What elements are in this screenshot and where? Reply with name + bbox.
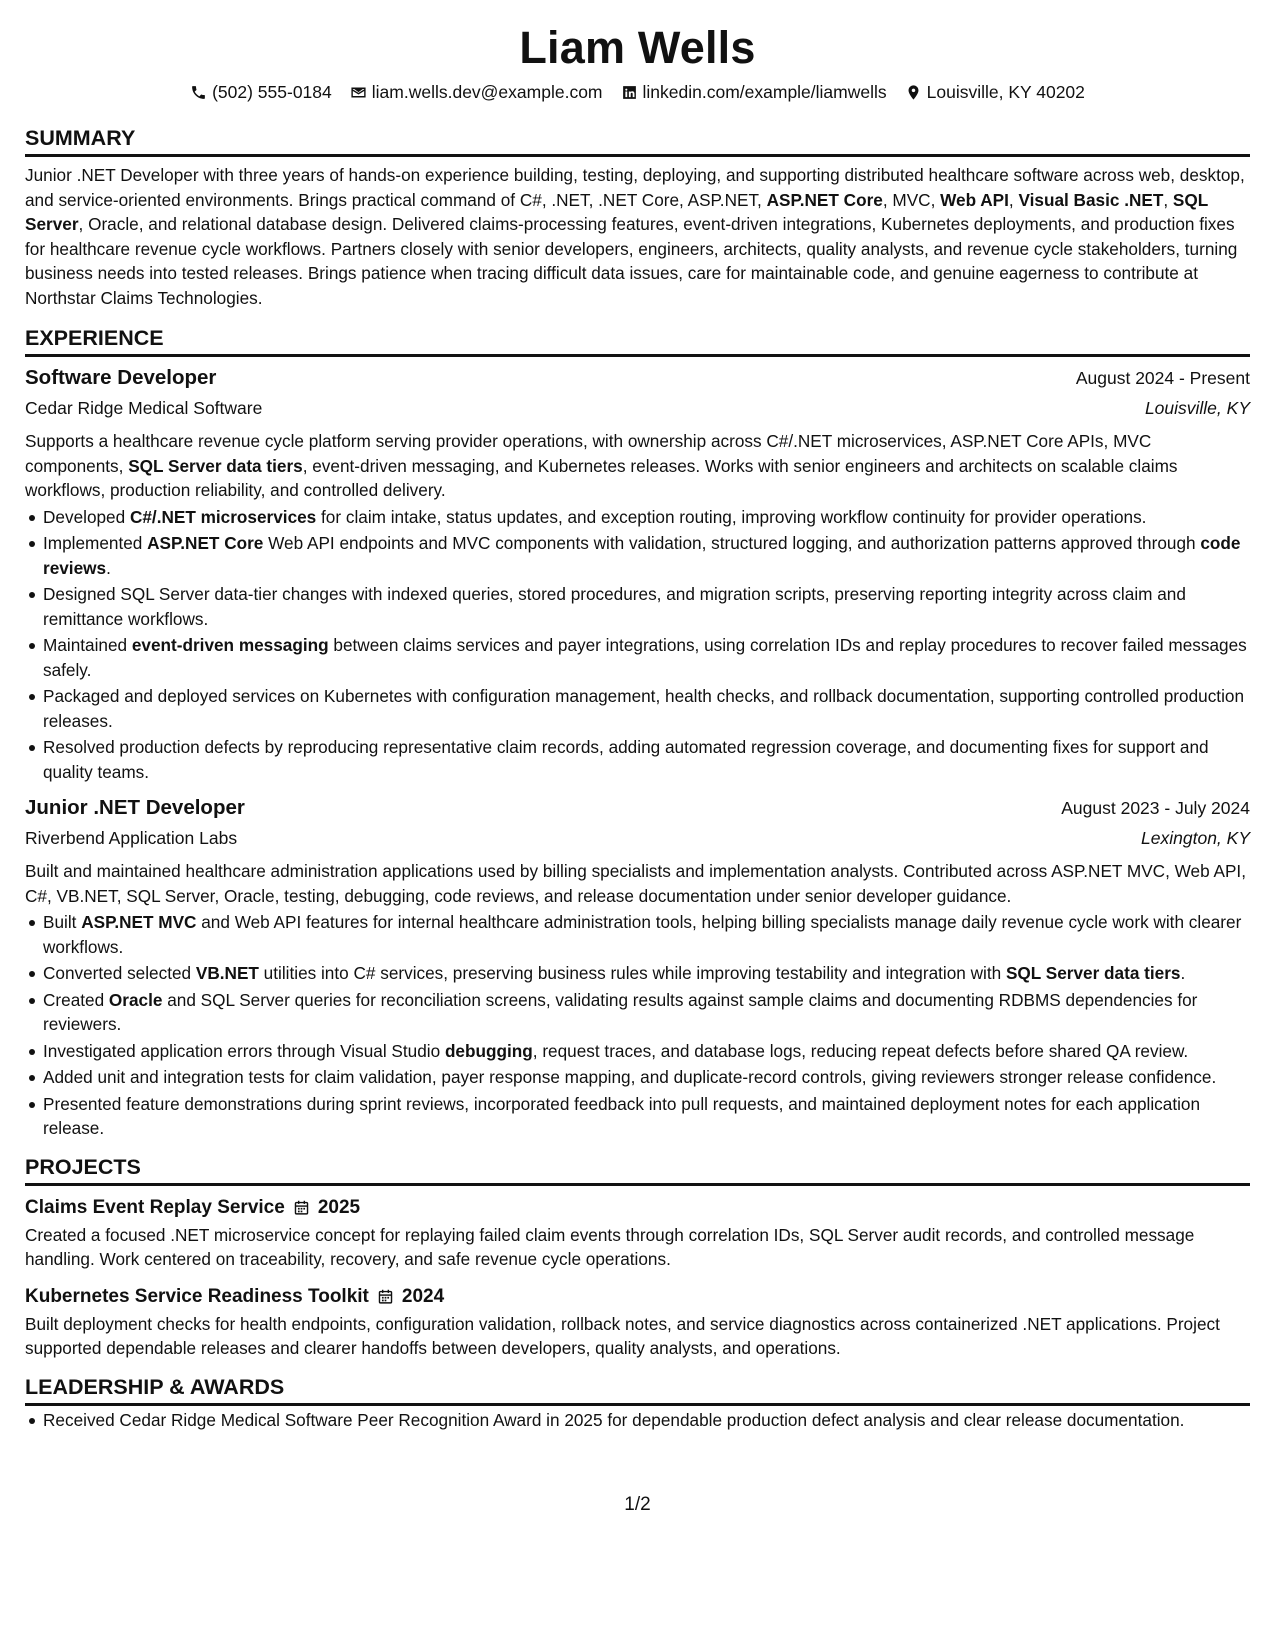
section-title-summary: SUMMARY	[25, 124, 1250, 157]
job-entry	[25, 364, 1250, 784]
list-item: Built ASP.NET MVC and Web API features for internal healthcare administration tools, helping billing specialists manage daily revenue cycle work with clearer workflows.	[43, 910, 1250, 959]
section-title-experience: EXPERIENCE	[25, 324, 1250, 357]
project-description: Built deployment checks for health endpoints, configuration validation, rollback notes, and service diagnostics across containerized .NET applications. Project supported dependable releases and clearer handoffs between developers, quality analysts, and operations.	[25, 1313, 1220, 1358]
list-item: Presented feature demonstrations during sprint reviews, incorporated feedback into pull requests, and maintained deployment notes for each application release.	[43, 1092, 1250, 1141]
leadership-bullets	[25, 1408, 1250, 1433]
job-title: Junior .NET Developer	[25, 796, 245, 819]
summary-text: Junior .NET Developer with three years of hands-on experience building, testing, deploying, and supporting distributed healthcare software across web, desktop, and service-oriented environments. Brings practical command of C#, .NET, .NET Core, ASP.NET, ASP.NET Core, MVC, Web API, Visual Basic .NET, SQL Server, Oracle, and relational database design. Delivered claims-processing features, event-driven integrations, Kubernetes deployments, and production fixes for healthcare revenue cycle workflows. Partners closely with senior developers, engineers, architects, quality analysts, and revenue cycle stakeholders, turning business needs into tested releases. Brings patience when tracing difficult data issues, care for maintainable code, and genuine eagerness to contribute at Northstar Claims Technologies.	[25, 165, 1245, 308]
list-item: Converted selected VB.NET utilities into C# services, preserving business rules while improving testability and integration with SQL Server data tiers.	[43, 961, 1250, 986]
list-item: Resolved production defects by reproducing representative claim records, adding automated regression coverage, and documenting fixes for support and quality teams.	[43, 735, 1250, 784]
project-year: 2025	[317, 1196, 361, 1218]
location-text: Louisville, KY 40202	[926, 82, 1085, 102]
linkedin-link[interactable]: linkedin.com/example/liamwells	[642, 82, 887, 102]
list-item: Maintained event-driven messaging between claims services and payer integrations, using correlation IDs and replay procedures to recover failed messages safely.	[43, 633, 1250, 682]
calendar-icon	[377, 1288, 394, 1305]
list-item: Implemented ASP.NET Core Web API endpoints and MVC components with validation, structured logging, and authorization patterns approved through code reviews.	[43, 531, 1250, 580]
job-location: Lexington, KY	[1141, 828, 1250, 848]
contact-location	[905, 80, 1085, 104]
email-link[interactable]: liam.wells.dev@example.com	[371, 82, 603, 102]
job-entry	[25, 794, 1250, 1141]
job-description: Supports a healthcare revenue cycle platform serving provider operations, with ownership across C#/.NET microservices, ASP.NET Core APIs, MVC components, SQL Server data tiers, event-driven messaging, and Kubernetes releases. Works with senior engineers and architects on scalable claims workflows, production reliability, and controlled delivery.	[25, 431, 1178, 500]
project-entry	[25, 1284, 1250, 1361]
section-title-leadership: LEADERSHIP & AWARDS	[25, 1373, 1250, 1406]
contact-linkedin[interactable]	[621, 80, 887, 104]
job-bullets	[25, 505, 1250, 785]
job-title: Software Developer	[25, 366, 217, 389]
linkedin-icon	[621, 84, 638, 101]
job-dates: August 2023 - July 2024	[1061, 798, 1250, 818]
job-company: Cedar Ridge Medical Software	[25, 398, 263, 418]
list-item: Designed SQL Server data-tier changes with indexed queries, stored procedures, and migration scripts, preserving reporting integrity across claim and remittance workflows.	[43, 582, 1250, 631]
job-bullets	[25, 910, 1250, 1141]
list-item: Received Cedar Ridge Medical Software Peer Recognition Award in 2025 for dependable production defect analysis and clear release documentation.	[43, 1408, 1250, 1433]
job-description: Built and maintained healthcare administration applications used by billing specialists and implementation analysts. Contributed across ASP.NET MVC, Web API, C#, VB.NET, SQL Server, Oracle, testing, debugging, code reviews, and release documentation under senior developer guidance.	[25, 861, 1246, 906]
contact-phone	[190, 80, 332, 104]
list-item: Added unit and integration tests for claim validation, payer response mapping, and duplicate-record controls, giving reviewers stronger release confidence.	[43, 1065, 1250, 1090]
phone-text: (502) 555-0184	[212, 82, 332, 102]
project-year: 2024	[401, 1285, 445, 1307]
envelope-icon	[350, 84, 367, 101]
list-item: Packaged and deployed services on Kubernetes with configuration management, health checks, and rollback documentation, supporting controlled production releases.	[43, 684, 1250, 733]
map-pin-icon	[905, 84, 922, 101]
page-number: 1/2	[624, 1494, 651, 1515]
job-company: Riverbend Application Labs	[25, 828, 238, 848]
project-entry	[25, 1195, 1250, 1272]
project-name: Claims Event Replay Service	[25, 1196, 285, 1218]
phone-icon	[190, 84, 207, 101]
list-item: Created Oracle and SQL Server queries for reconciliation screens, validating results against sample claims and documenting RDBMS dependencies for reviewers.	[43, 988, 1250, 1037]
contact-bar	[25, 80, 1250, 104]
project-description: Created a focused .NET microservice concept for replaying failed claim events through correlation IDs, SQL Server audit records, and controlled message handling. Work centered on traceability, recovery, and safe revenue cycle operations.	[25, 1224, 1195, 1269]
resume-page	[25, 20, 1250, 1432]
section-title-projects: PROJECTS	[25, 1153, 1250, 1186]
contact-email[interactable]	[350, 80, 603, 104]
list-item: Developed C#/.NET microservices for claim intake, status updates, and exception routing, improving workflow continuity for provider operations.	[43, 505, 1250, 530]
candidate-name: Liam Wells	[519, 22, 756, 73]
job-dates: August 2024 - Present	[1075, 368, 1250, 388]
list-item: Investigated application errors through Visual Studio debugging, request traces, and database logs, reducing repeat defects before shared QA review.	[43, 1039, 1250, 1064]
job-location: Louisville, KY	[1144, 398, 1250, 418]
project-name: Kubernetes Service Readiness Toolkit	[25, 1285, 369, 1307]
calendar-icon	[293, 1199, 310, 1216]
